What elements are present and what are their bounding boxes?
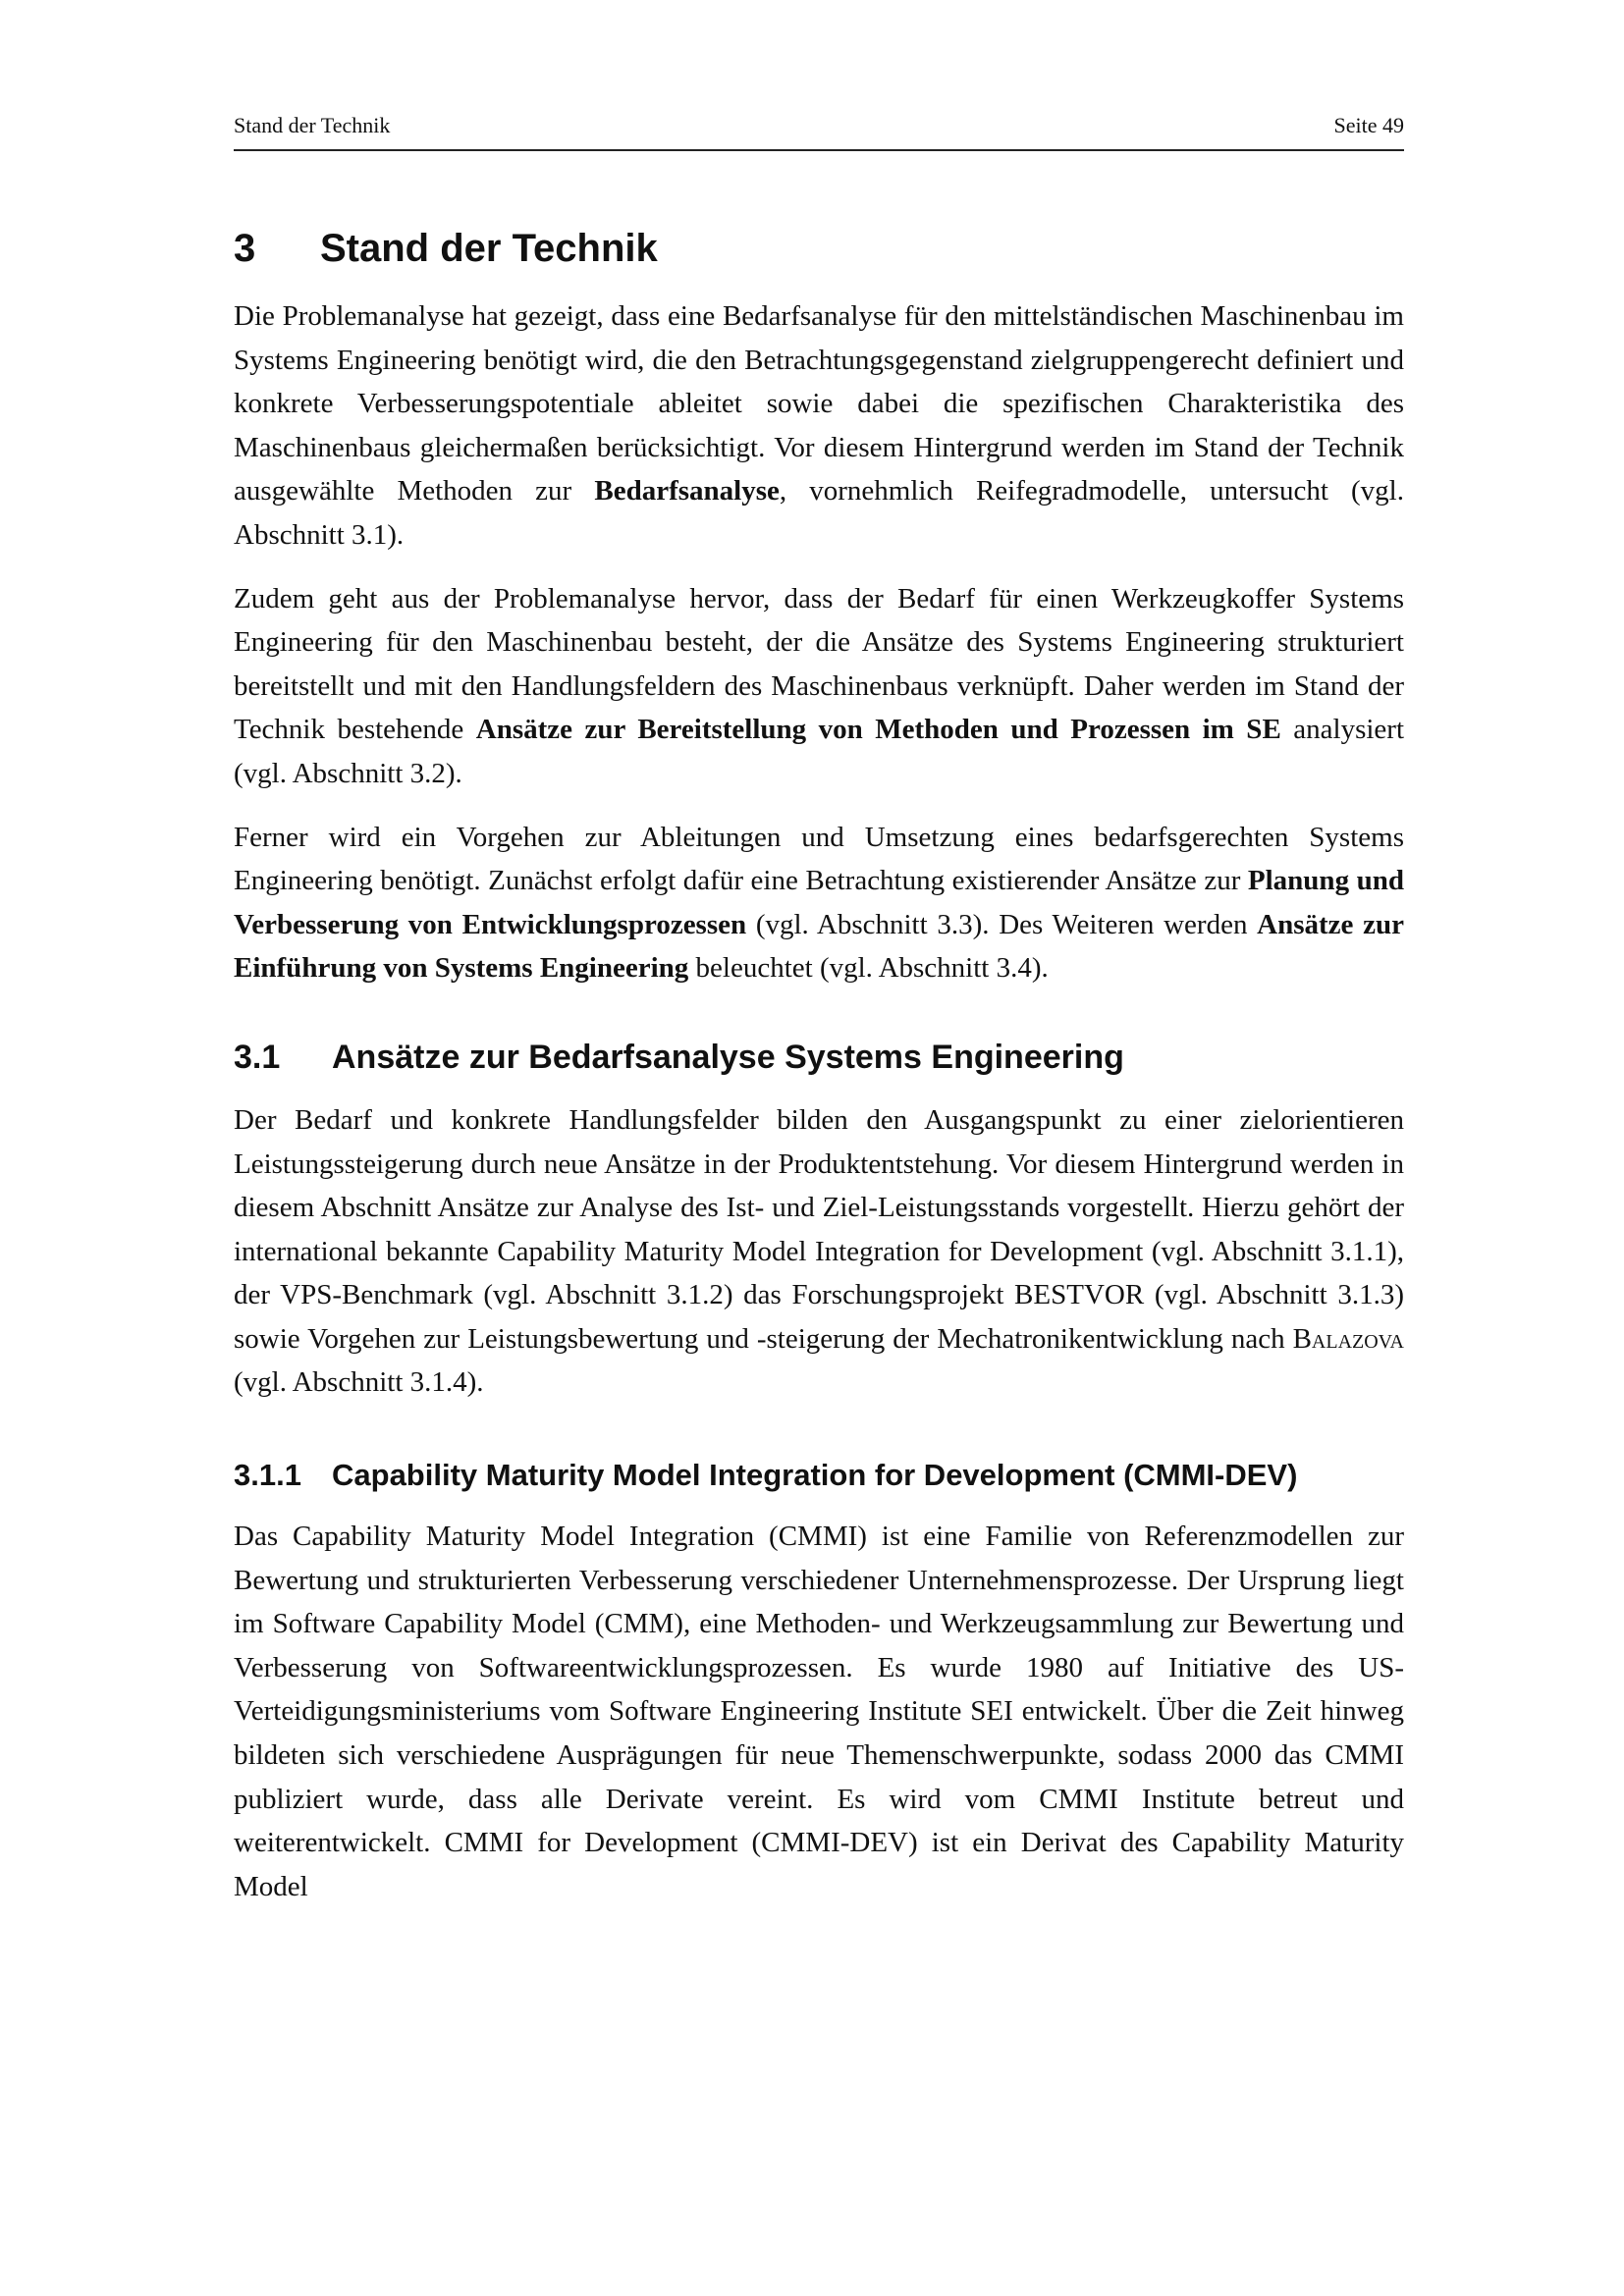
subsection-heading-3-1-1 [234,1456,1404,1495]
text-run: (vgl. Abschnitt 3.3). Des Weiteren werden [746,908,1258,940]
chapter-heading [234,224,1404,273]
chapter-title: Stand der Technik [320,227,658,270]
section-title: Ansätze zur Bedarfsanalyse Systems Engineering [332,1038,1124,1076]
text-run: Der Bedarf und konkrete Handlungsfelder bilden den Ausgangspunkt zu einer zielorientieren Leistungssteigerung durch neue Ansätze in der Produktentstehung. Vor diesem Hintergrund werden in diesem Abschnitt Ansätze zur Analyse des Ist- und Ziel-Leistungsstands vorgestellt. Hierzu gehört der international bekannte Capability Maturity Model Integration for Development (vgl. Abschnitt 3.1.1), der VPS-Benchmark (vgl. Abschnitt 3.1.2) das Forschungsprojekt BESTVOR (vgl. Abschnitt 3.1.3) sowie Vorgehen zur Leistungsbewertung und -steigerung der Mechatronikentwicklung nach [234,1103,1404,1355]
intro-paragraph-3 [234,816,1404,990]
header-section-title: Stand der Technik [234,113,391,137]
chapter-number: 3 [234,227,256,270]
subsection-title: Capability Maturity Model Integration for Development (CMMI-DEV) [332,1458,1298,1493]
page-content [234,224,1404,1928]
text-run: Die Problemanalyse hat gezeigt, dass eine Bedarfsanalyse für den mittelständischen Maschinenbau im Systems Engineering benötigt wird, die den Betrachtungsgegenstand zielgruppengerecht definiert und konkrete Verbesserungspotentiale ableitet sowie dabei die spezifischen Charakteristika des Maschinenbaus gleichermaßen berücksichtigt. Vor diesem Hintergrund werden im Stand der Technik ausgewählte Methoden zur [234,300,1404,507]
text-run: Ferner wird ein Vorgehen zur Ableitungen und Umsetzung eines bedarfsgerechten Systems Engineering benötigt. Zunächst erfolgt dafür eine Betrachtung existierender Ansätze zur [234,821,1404,897]
intro-paragraph-2 [234,577,1404,796]
bold-term: Planung und Verbesserung von Entwicklungsprozessen [234,865,1404,940]
bold-term: Ansätze zur Einführung von Systems Engineering [234,908,1404,985]
intro-paragraph-1 [234,294,1404,558]
text-run: Zudem geht aus der Problemanalyse hervor, dass der Bedarf für einen Werkzeugkoffer Systems Engineering für den Maschinenbau besteht, der die Ansätze des Systems Engineering strukturiert bereitstellt und mit den Handlungsfeldern des Maschinenbaus verknüpft. Daher werden im Stand der Technik bestehende [234,582,1404,746]
subsection-number: 3.1.1 [234,1458,301,1493]
text-run: , vornehmlich Reifegradmodelle, untersucht (vgl. Abschnitt 3.1). [234,475,1404,551]
bold-term: Bedarfsanalyse [594,475,780,507]
section-number: 3.1 [234,1038,281,1076]
running-header [234,110,1404,151]
author-name: Balazova [1292,1322,1404,1355]
bold-term: Ansätze zur Bereitstellung von Methoden und Prozessen im SE [475,714,1281,746]
section-3-1-1-paragraph: Das Capability Maturity Model Integration (CMMI) ist eine Familie von Referenzmodellen zur Bewertung und strukturierten Verbesserung verschiedener Unternehmensprozesse. Der Ursprung liegt im Software Capability Model (CMM), eine Methoden- und Werkzeugsammlung zur Bewertung und Verbesserung von Softwareentwicklungsprozessen. Es wurde 1980 auf Initiative des US- Verteidigungsministeriums vom Software Engineering Institute SEI entwickelt. Über die Zeit hinweg bildeten sich verschiedene Ausprägungen für neue Themenschwerpunkte, sodass 2000 das CMMI publiziert wurde, dass alle Derivate vereint. Es wird vom CMMI Institute betreut und weiterentwickelt. CMMI for Development (CMMI-DEV) ist ein Derivat des Capability Maturity Model [234,1521,1404,1902]
header-page-number: Seite 49 [1333,113,1404,137]
text-run: beleuchtet (vgl. Abschnitt 3.4). [688,952,1049,985]
document-page [234,0,1404,2296]
text-run: (vgl. Abschnitt 3.1.4). [234,1366,484,1399]
section-3-1-paragraph [234,1098,1404,1405]
section-heading-3-1 [234,1036,1404,1079]
text-run: analysiert (vgl. Abschnitt 3.2). [234,714,1405,789]
